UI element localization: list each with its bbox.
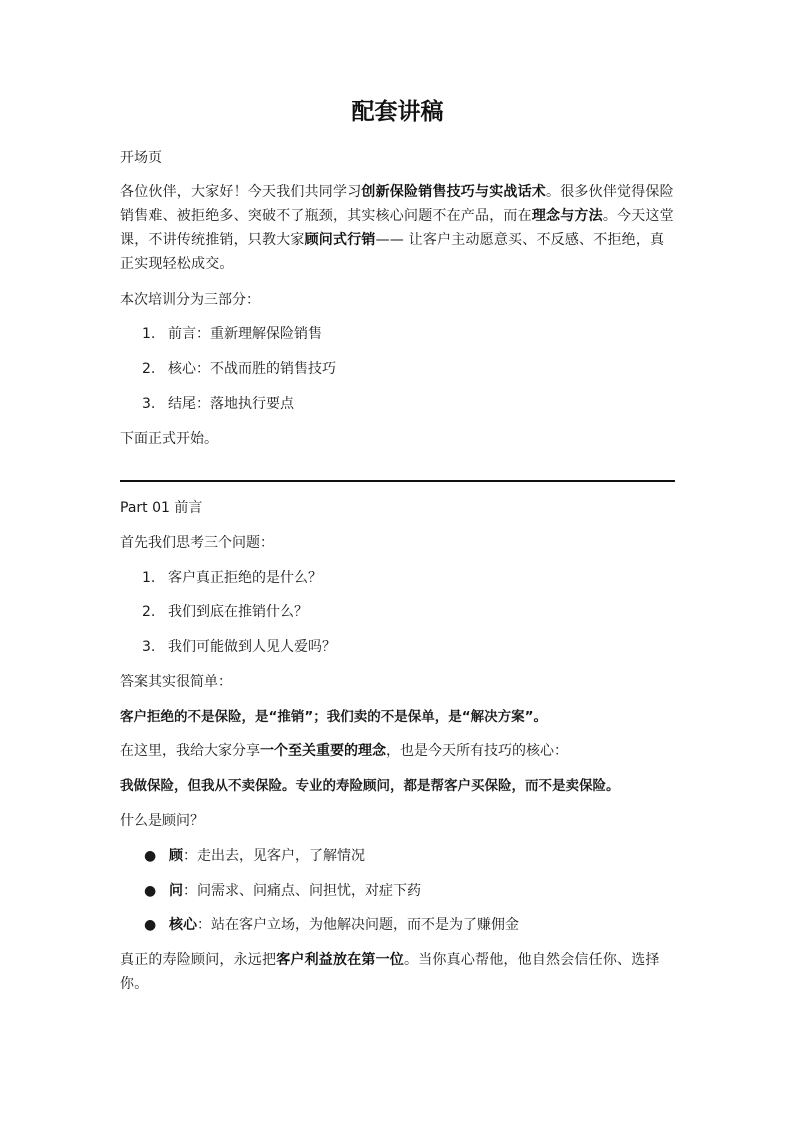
share-line (120, 739, 675, 763)
list-item (142, 392, 294, 416)
philosophy-bold: 我做保险，但我从不卖保险。专业的寿险顾问，都是帮客户买保险，而不是卖保险。 (120, 778, 620, 794)
list-text: 结尾：落地执行要点 (168, 396, 294, 412)
list-text: 客户真正拒绝的是什么？ (168, 570, 322, 586)
list-item (142, 322, 322, 346)
answer-bold: 客户拒绝的不是保险，是“推销”；我们卖的不是保单，是“解决方案”。 (120, 709, 547, 725)
list-number: 1. (142, 570, 156, 586)
intro-paragraph (120, 180, 675, 276)
list-item (142, 566, 322, 590)
closing-paragraph (120, 948, 675, 996)
parts-intro: 本次培训分为三部分： (120, 292, 260, 308)
page-title: 配套讲稿 (351, 99, 444, 125)
list-item (142, 357, 336, 381)
bullet-item (144, 844, 365, 868)
list-number: 3. (142, 639, 156, 655)
bold-text: 顾问式行销 (304, 232, 376, 248)
bullet-icon: ● (144, 917, 157, 933)
list-text: 核心：不战而胜的销售技巧 (168, 361, 336, 377)
bullet-key: 顾 (169, 848, 183, 864)
bullet-key: 核心 (169, 917, 197, 933)
horizontal-divider (120, 480, 675, 482)
text-run: 在这里，我给大家分享 (120, 743, 260, 759)
bullet-text: ：站在客户立场，为他解决问题，而不是为了赚佣金 (197, 917, 519, 933)
what-is-consultant: 什么是顾问？ (120, 813, 204, 829)
bold-text: 创新保险销售技巧与实战话术 (361, 184, 547, 200)
section-heading-opening: 开场页 (120, 150, 162, 166)
answer-intro: 答案其实很简单： (120, 674, 232, 690)
bullet-icon: ● (144, 883, 157, 899)
bullet-text: ：问需求、问痛点、问担忧，对症下药 (183, 883, 421, 899)
bold-text: 理念与方法 (531, 208, 603, 224)
bullet-text: ：走出去，见客户，了解情况 (183, 848, 365, 864)
list-number: 2. (142, 361, 156, 377)
start-line: 下面正式开始。 (120, 431, 218, 447)
bullet-icon: ● (144, 848, 157, 864)
list-text: 我们到底在推销什么？ (168, 604, 308, 620)
text-run: 。今天这堂课，不讲传统推销，只教大家 (120, 208, 674, 248)
bullet-item (144, 879, 421, 903)
list-number: 2. (142, 604, 156, 620)
list-item (142, 600, 308, 624)
list-text: 前言：重新理解保险销售 (168, 326, 322, 342)
bullet-key: 问 (169, 883, 183, 899)
list-item (142, 635, 336, 659)
text-run: 各位伙伴，大家好！今天我们共同学习 (120, 184, 362, 200)
questions-intro: 首先我们思考三个问题： (120, 535, 274, 551)
text-run: ，也是今天所有技巧的核心： (386, 743, 568, 759)
bold-text: 客户利益放在第一位 (276, 952, 405, 968)
section-heading-part01: Part 01 前言 (120, 500, 203, 516)
list-number: 3. (142, 396, 156, 412)
text-run: 真正的寿险顾问，永远把 (120, 952, 277, 968)
bold-text: 一个至关重要的理念 (260, 743, 386, 759)
text-run: —— 让客户主动愿意买、不反感、不拒绝，真正实现轻松成交。 (120, 232, 665, 272)
text-run: 。当你真心帮他，他自然会信任你、选择你。 (120, 952, 660, 992)
text-run: 。很多伙伴觉得保险销售难、被拒绝多、突破不了瓶颈，其实核心问题不在产品，而在 (120, 184, 674, 224)
list-text: 我们可能做到人见人爱吗？ (168, 639, 336, 655)
bullet-item (144, 913, 519, 937)
list-number: 1. (142, 326, 156, 342)
